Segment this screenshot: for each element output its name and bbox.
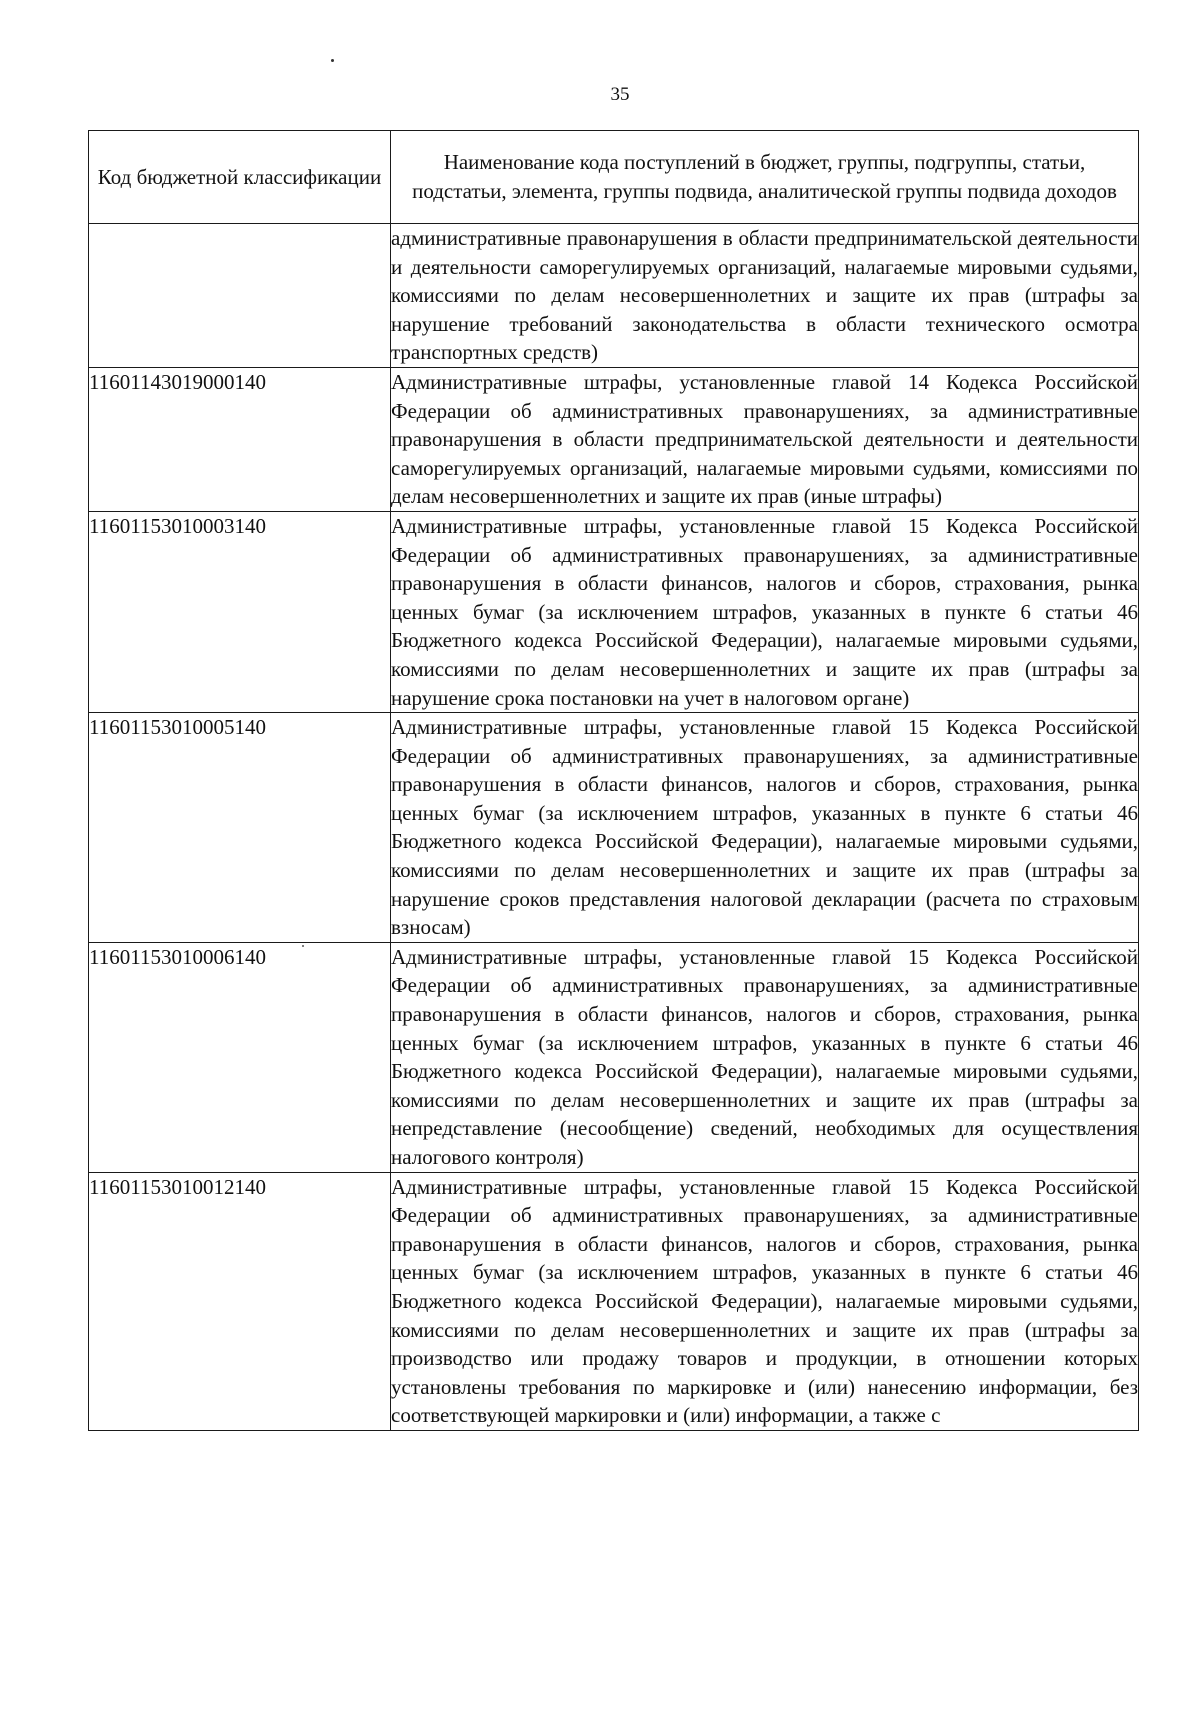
table-row — [89, 224, 1139, 368]
table-row — [89, 1172, 1139, 1430]
row-code: 11601153010003140 — [89, 511, 391, 712]
row-name: административные правонарушения в области предпринимательской деятельности и деятельности саморегулируемых организаций, налагаемые мировыми судьями, комиссиями по делам несовершеннолетних и защите их прав (штрафы за нарушение требований законодательства в области технического осмотра транспортных средств) — [391, 224, 1139, 368]
row-code: 11601143019000140 — [89, 367, 391, 511]
table-row — [89, 713, 1139, 943]
table-row — [89, 942, 1139, 1172]
row-code — [89, 224, 391, 368]
row-name: Административные штрафы, установленные главой 15 Кодекса Российской Федерации об административных правонарушениях, за административные правонарушения в области финансов, налогов и сборов, страхования, рынка ценных бумаг (за исключением штрафов, указанных в пункте 6 статьи 46 Бюджетного кодекса Российской Федерации), налагаемые мировыми судьями, комиссиями по делам несовершеннолетних и защите их прав (штрафы за производство или продажу товаров и продукции, в отношении которых установлены требования по маркировке и (или) нанесению информации, без соответствующей маркировки и (или) информации, а также с — [391, 1172, 1139, 1430]
budget-classification-table — [88, 130, 1139, 1431]
table-header-row — [89, 131, 1139, 224]
table-row — [89, 511, 1139, 712]
header-code: Код бюджетной классификации — [89, 131, 391, 224]
row-code: 11601153010005140 — [89, 713, 391, 943]
row-name: Административные штрафы, установленные главой 15 Кодекса Российской Федерации об административных правонарушениях, за административные правонарушения в области финансов, налогов и сборов, страхования, рынка ценных бумаг (за исключением штрафов, указанных в пункте 6 статьи 46 Бюджетного кодекса Российской Федерации), налагаемые мировыми судьями, комиссиями по делам несовершеннолетних и защите их прав (штрафы за нарушение срока постановки на учет в налоговом органе) — [391, 511, 1139, 712]
page-number: 35 — [610, 84, 630, 105]
row-name: Административные штрафы, установленные главой 15 Кодекса Российской Федерации об административных правонарушениях, за административные правонарушения в области финансов, налогов и сборов, страхования, рынка ценных бумаг (за исключением штрафов, указанных в пункте 6 статьи 46 Бюджетного кодекса Российской Федерации), налагаемые мировыми судьями, комиссиями по делам несовершеннолетних и защите их прав (штрафы за нарушение сроков представления налоговой декларации (расчета по страховым взносам) — [391, 713, 1139, 943]
scan-speck — [331, 59, 334, 62]
row-name: Административные штрафы, установленные главой 15 Кодекса Российской Федерации об административных правонарушениях, за административные правонарушения в области финансов, налогов и сборов, страхования, рынка ценных бумаг (за исключением штрафов, указанных в пункте 6 статьи 46 Бюджетного кодекса Российской Федерации), налагаемые мировыми судьями, комиссиями по делам несовершеннолетних и защите их прав (штрафы за непредставление (несообщение) сведений, необходимых для осуществления налогового контроля) — [391, 942, 1139, 1172]
row-code: 11601153010006140 — [89, 942, 391, 1172]
row-code: 11601153010012140 — [89, 1172, 391, 1430]
table-row — [89, 367, 1139, 511]
row-name: Административные штрафы, установленные главой 14 Кодекса Российской Федерации об административных правонарушениях, за административные правонарушения в области предпринимательской деятельности и деятельности саморегулируемых организаций, налагаемые мировыми судьями, комиссиями по делам несовершеннолетних и защите их прав (иные штрафы) — [391, 367, 1139, 511]
header-name: Наименование кода поступлений в бюджет, группы, подгруппы, статьи, подстатьи, элемента, группы подвида, аналитической группы подвида доходов — [391, 131, 1139, 224]
